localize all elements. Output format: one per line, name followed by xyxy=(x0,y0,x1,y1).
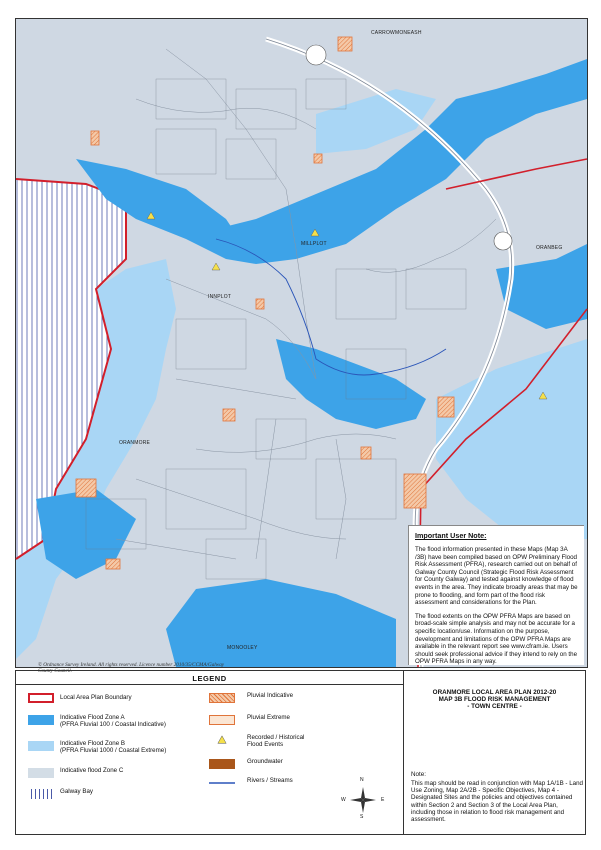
plan-title: ORANMORE LOCAL AREA PLAN 2012-20 xyxy=(432,689,557,696)
legend-label: Recorded / Historical Flood Events xyxy=(247,734,305,748)
compass-east: E xyxy=(381,797,385,803)
legend-label: Indicative Flood Zone B (PFRA Fluvial 1000 / Coastal Extreme) xyxy=(60,740,167,754)
legend-title: LEGEND xyxy=(192,674,227,683)
legend-label: Galway Bay xyxy=(60,788,94,795)
map-title: MAP 3B FLOOD RISK MANAGEMENT xyxy=(438,696,551,704)
user-note-paragraph-1: The flood information presented in these Maps (Map 3A /3B) have been compiled based on OPW Preliminary Flood Risk Assessment (PFRA), research carried out on behalf of Galway County Council (Strategic Flood Risk Assessment for County Galway) and tested against knowledge of flood events in the area. They indicate broadly areas that may be prone to flooding, and form part of the flood risk assessment and considerations for the Plan. xyxy=(415,546,578,607)
legend-label: Indicative flood Zone C xyxy=(60,767,124,774)
place-label-monooley: MONOOLEY xyxy=(227,645,258,651)
compass-south: S xyxy=(360,814,364,820)
legend-label: Pluvial Extreme xyxy=(247,714,290,721)
legend-label: Groundwater xyxy=(247,758,283,765)
map-subtitle: - TOWN CENTRE - xyxy=(467,703,522,711)
copyright-notice: © Ordnance Survey Ireland. All rights reserved. Licence number 2010/35/CCMA/Galway County Council. xyxy=(38,662,225,675)
legend-label: Local Area Plan Boundary xyxy=(60,694,132,701)
legend-label: Pluvial Indicative xyxy=(247,692,294,699)
important-user-note xyxy=(408,525,584,665)
legend-panel xyxy=(15,670,404,835)
orange-hatch-icon xyxy=(209,693,235,703)
blue-fill-icon xyxy=(28,715,54,725)
side-note-body: This map should be read in conjunction with Map 1A/1B - Land Use Zoning, Map 2A/2B - Specific Objectives, Map 4 - Designated Sites and the policies and objectives contained within Section 2 and Section 3 of the Local Area Plan, including those in relation to flood risk management and assessment. xyxy=(411,780,583,824)
grey-fill-icon xyxy=(28,768,54,778)
user-note-title: Important User Note: xyxy=(415,531,487,540)
compass-west: W xyxy=(341,797,346,803)
vertical-hatch-icon xyxy=(28,789,54,799)
brown-fill-icon xyxy=(209,759,235,769)
compass-rose xyxy=(341,777,385,820)
legend-divider xyxy=(16,684,403,685)
triangle-icon xyxy=(209,735,235,745)
orange-outline-icon xyxy=(209,715,235,725)
place-label-oranbeg: ORANBEG xyxy=(536,245,563,251)
light-blue-fill-icon xyxy=(28,741,54,751)
compass-icon xyxy=(346,783,380,817)
legend-label: Indicative Flood Zone A (PFRA Fluvial 100 / Coastal Indicative) xyxy=(60,714,166,728)
place-label-oranmore: ORANMORE xyxy=(119,440,151,446)
compass-north: N xyxy=(360,777,364,783)
roundabout xyxy=(494,232,512,250)
side-note-heading: Note: xyxy=(411,771,427,778)
blue-line-icon xyxy=(209,778,235,788)
legend-label: Rivers / Streams xyxy=(247,777,293,784)
user-note-paragraph-2: The flood extents on the OPW PFRA Maps are based on broad-scale simple analysis and may not be accurate for a specific location/use. Information on the purpose, development and limitations of the OPW PFRA Maps are available in the relevant report see www.cfram.ie. Users should seek professional advice if they intend to rely on the OPW PFRA Maps in any way. xyxy=(415,612,578,666)
place-label-innplot: INNPLOT xyxy=(208,294,232,300)
place-label-millplot: MILLPLOT xyxy=(301,241,327,247)
plan-title-block xyxy=(404,689,585,711)
place-label-carrowmoneash: CARROWMONEASH xyxy=(371,30,422,36)
title-panel xyxy=(404,670,586,835)
red-outline-box-icon xyxy=(28,693,54,703)
